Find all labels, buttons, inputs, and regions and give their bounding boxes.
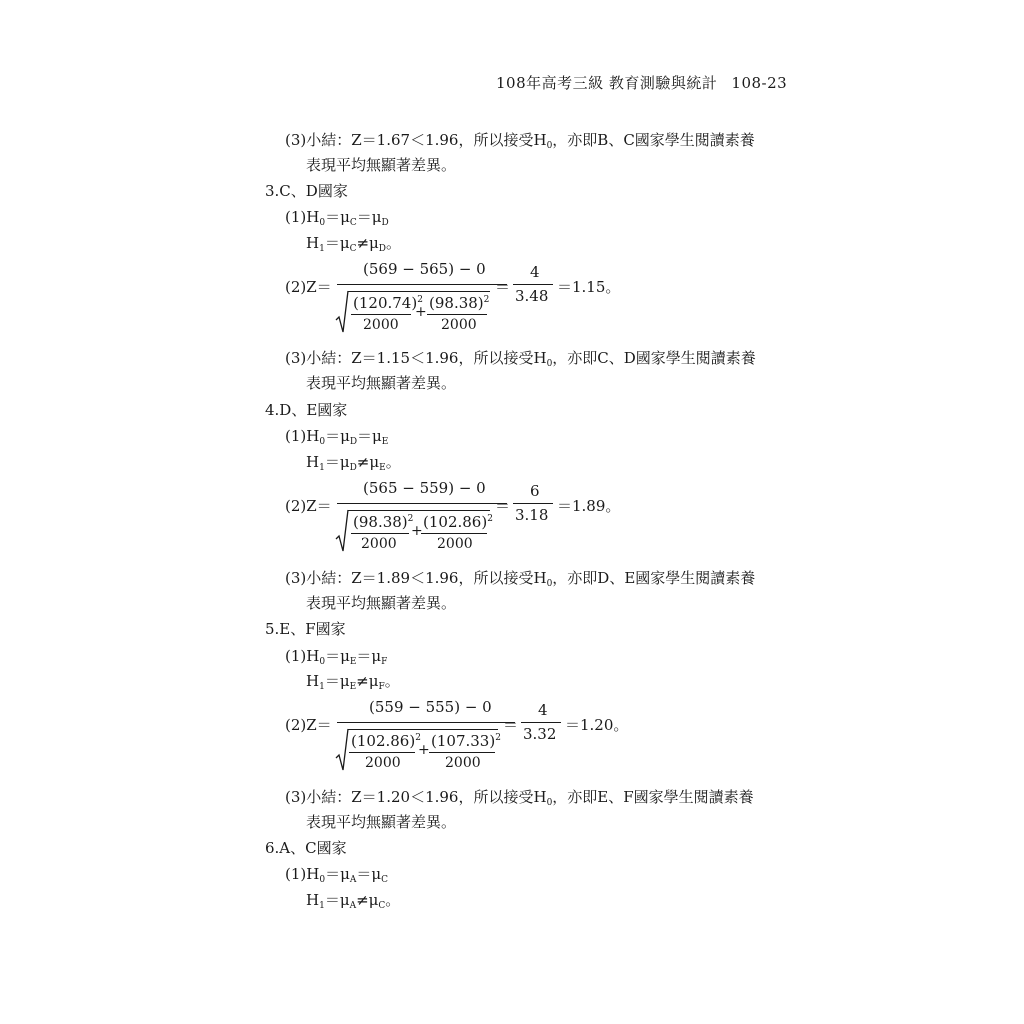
fraction-bar [337,284,507,285]
header-title: 108年高考三級 教育測驗與統計 [496,74,718,92]
s2-conclusion: (3)小結：Z＝1.67＜1.96，所以接受$H_0$，亦即B、C國家學生閱讀素養 [285,131,755,151]
s5-z-formula: (2)Z＝ (559 − 555) − 0 $(102.86)^2$ 2000 + $(107.33)^2$ 2000 ＝ 4 3.32 ＝1.20。 [285,698,629,771]
s5-conclusion: (3)小結：Z＝1.20＜1.96，所以接受$H_0$，亦即E、F國家學生閱讀素養 [285,788,754,808]
radical-sign [335,728,349,772]
s4-z-formula: (2)Z＝ (565 − 559) − 0 $(98.38)^2$ 2000 + $(102.86)^2$ 2000 ＝ 6 3.18 ＝1.89。 [285,479,621,552]
s3-h0: $(1)H_0=\mu_C=\mu_D$ [285,208,389,228]
radical-sign [335,509,349,553]
s4-h0: $(1)H_0=\mu_D=\mu_E$ [285,427,389,447]
s5-conclusion-cont: 表現平均無顯著差異。 [306,813,457,831]
s5-h0: $(1)H_0=\mu_E=\mu_F$ [285,647,388,667]
s4-h1: $H_1=\mu_D\ne\mu_E$。 [306,453,401,473]
s2-conclusion-cont: 表現平均無顯著差異。 [306,156,457,174]
s3-conclusion: (3)小結：Z＝1.15＜1.96，所以接受$H_0$，亦即C、D國家學生閱讀素養 [285,349,756,369]
s6-heading: 6.A、C國家 [265,839,347,857]
running-header [496,72,787,93]
s4-conclusion-cont: 表現平均無顯著差異。 [306,594,457,612]
s4-heading: 4.D、E國家 [265,401,348,419]
s5-h1: $H_1=\mu_E\ne\mu_F$。 [306,672,400,692]
s6-h0: $(1)H_0=\mu_A=\mu_C$ [285,865,388,885]
radical-sign [335,290,349,334]
s6-h1: $H_1=\mu_A\ne\mu_C$。 [306,891,401,911]
formula-numerator: (569 − 565) − 0 [363,260,486,278]
s5-heading: 5.E、F國家 [265,620,346,638]
s3-z-formula: (2)Z＝ (569 − 565) − 0 $(120.74)^2$ 2000 + $(98.38)^2$ 2000 ＝ 4 3.48 ＝1.15。 [285,260,621,333]
z-label: (2)Z＝ [285,278,332,296]
s4-conclusion: (3)小結：Z＝1.89＜1.96，所以接受$H_0$，亦即D、E國家學生閱讀素養 [285,569,756,589]
s3-heading: 3.C、D國家 [265,182,348,200]
s3-conclusion-cont: 表現平均無顯著差異。 [306,374,457,392]
page-number: 108-23 [731,74,788,92]
s3-h1: $H_1=\mu_C\ne\mu_D$。 [306,234,402,254]
